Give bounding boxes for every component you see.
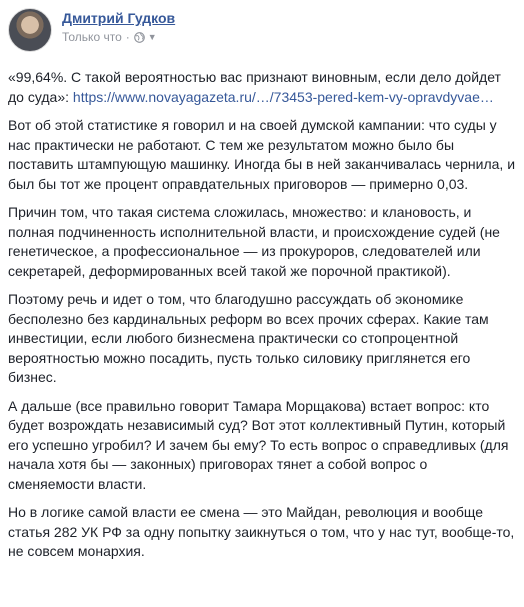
paragraph-5: Но в логике самой власти ее смена — это Майдан, революция и вообще статья 282 УК РФ за одну попытку заикнуться о том, что у нас тут, вообще-то, не совсем монархия. <box>8 504 515 559</box>
post-subline <box>62 30 175 44</box>
article-link[interactable]: https://www.novayagazeta.ru/…/73453-pered-kem-vy-opravdyvae… <box>72 88 494 105</box>
quote-text: «99,64%. С такой вероятностью вас признают виновным, если дело дойдет до суда»: <box>8 69 501 105</box>
author-name[interactable]: Дмитрий Гудков <box>62 10 176 26</box>
paragraph-3: Поэтому речь и идет о том, что благодушно рассуждать об экономике бесполезно без кардинальных реформ во всех прочих сферах. Какие там инвестиции, если любого бизнесмена практически со стопроцентной вероятностью можно посадить, пусть только силовику приглянется его бизнес. <box>8 291 489 385</box>
globe-icon <box>134 32 145 43</box>
post-header <box>8 8 524 60</box>
timestamp[interactable]: Только что <box>62 30 122 44</box>
quote-paragraph <box>8 68 516 107</box>
post-body <box>8 68 516 562</box>
chevron-down-icon[interactable]: ▼ <box>147 32 157 42</box>
paragraph-2: Причин том, что такая система сложилась, множество: и клановость, и полная подчиненность исполнительной власти, и происхождение судей (не генетическое, а профессиональное — из прокуроров, следователей или секретарей, деформированных всей такой же порочной практикой). <box>8 204 500 279</box>
paragraph-4: А дальше (все правильно говорит Тамара Морщакова) встает вопрос: кто будет возрождать независимый суд? Вот этот коллективный Путин, который его успешно угробил? И зачем бы ему? То есть вопрос о справедливых (для начала хотя бы — законных) приговорах тянет а собой вопрос о сменяемости власти. <box>8 397 509 492</box>
separator: · <box>125 30 130 44</box>
post-meta <box>62 8 175 44</box>
avatar[interactable] <box>8 8 52 52</box>
paragraph-1: Вот об этой статистике я говорил и на своей думской кампании: что суды у нас практически не работают. С тем же результатом можно было бы поставить штампующую машинку. Иногда бы в ней заканчивалась чернила, и был бы тот же процент оправдательных приговоров — примерно 0,03. <box>8 117 516 192</box>
